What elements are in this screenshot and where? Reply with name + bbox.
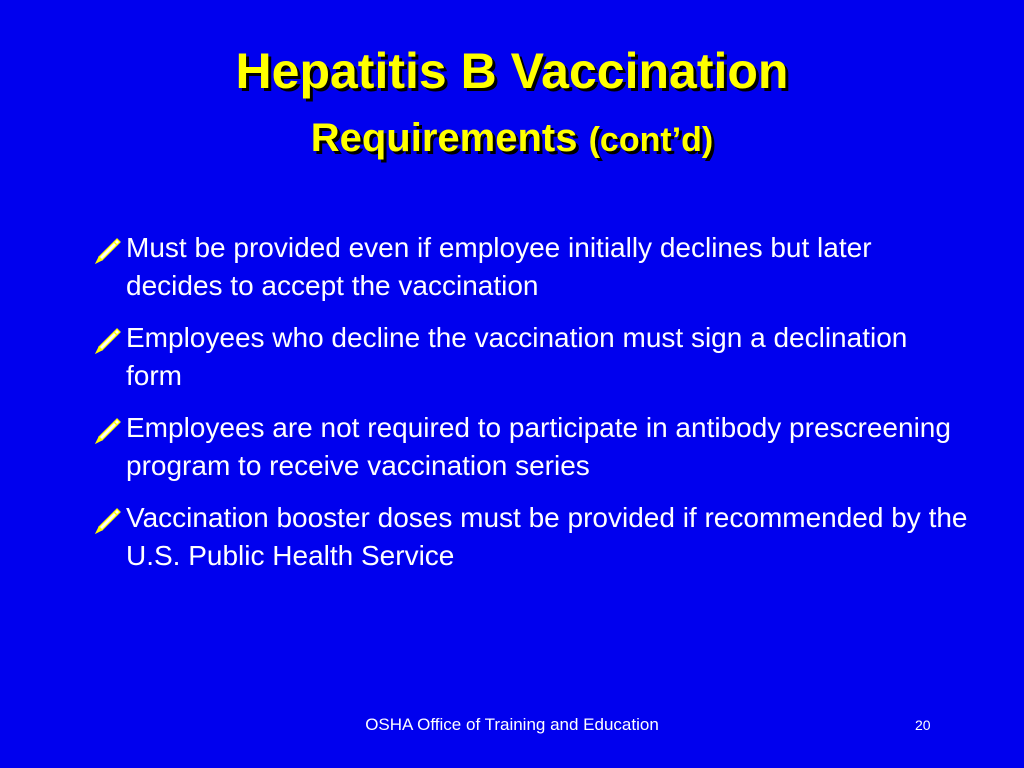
bullet-item [90, 229, 970, 305]
pencil-icon [92, 326, 122, 356]
bullet-text: Vaccination booster doses must be provided if recommended by the U.S. Public Health Service [126, 502, 968, 571]
bullet-text: Must be provided even if employee initially declines but later decides to accept the vaccination [126, 232, 872, 301]
pencil-icon [92, 506, 122, 536]
bullet-item [90, 319, 970, 395]
title-line-2 [0, 118, 1024, 158]
footer-text: OSHA Office of Training and Education [365, 715, 659, 734]
bullet-text: Employees who decline the vaccination must sign a declination form [126, 322, 908, 391]
bullet-item [90, 499, 970, 575]
page-number: 20 [915, 717, 931, 733]
pencil-icon [92, 416, 122, 446]
bullet-item [90, 409, 970, 485]
slide-title [0, 43, 1024, 160]
bullet-list [90, 229, 970, 589]
pencil-icon [92, 236, 122, 266]
bullet-text: Employees are not required to participate in antibody prescreening program to receive vaccination series [126, 412, 951, 481]
title-line-1: Hepatitis B Vaccination [235, 43, 789, 99]
title-line-2-suffix: (cont’d) [588, 121, 714, 159]
title-line-2-main: Requirements [310, 116, 578, 160]
